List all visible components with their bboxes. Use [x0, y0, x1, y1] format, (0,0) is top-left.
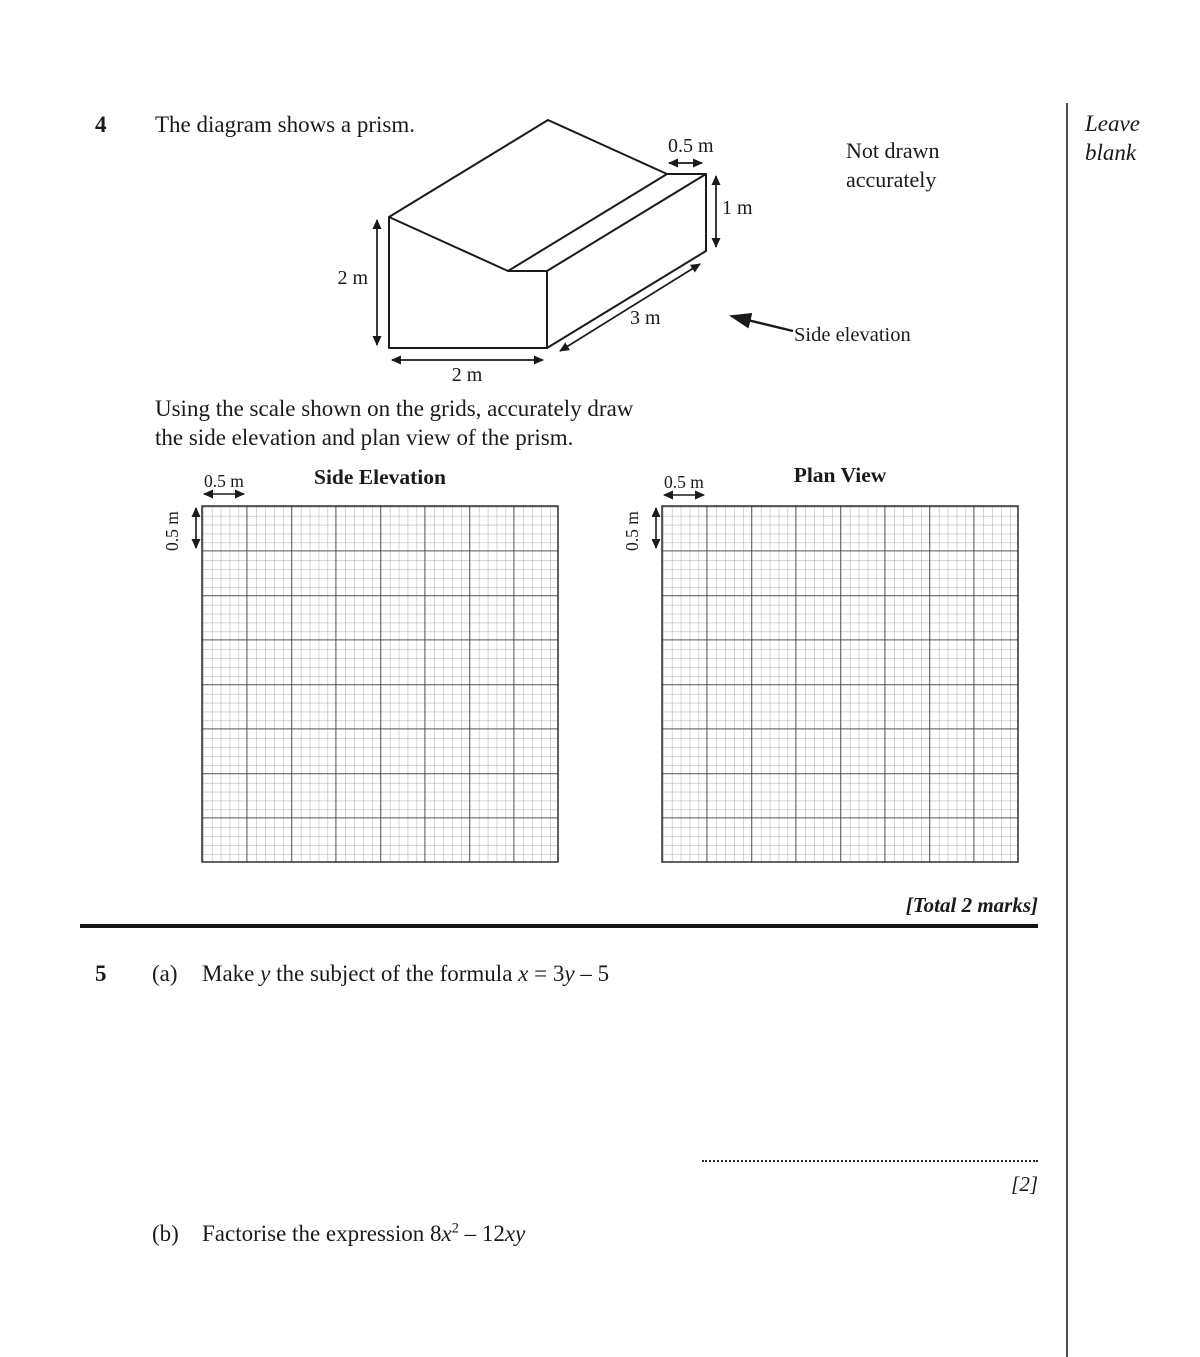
- q5a-label: (a): [152, 961, 178, 986]
- plan-view-grid: [661, 505, 1019, 863]
- q5a-var-x: x: [518, 961, 529, 986]
- q4-instruction-line2: the side elevation and plan view of the prism.: [155, 425, 574, 450]
- q5b-text: [202, 1220, 525, 1248]
- q5a-text-seg1: Make: [202, 961, 261, 986]
- q4-total-marks: [Total 2 marks]: [905, 893, 1038, 917]
- q5a-answer-line: [702, 1146, 1038, 1162]
- leave-blank-line1: Leave: [1085, 111, 1140, 136]
- q5b-var-x: x: [441, 1221, 452, 1246]
- not-drawn-note: [846, 137, 939, 194]
- q5b-label: (b): [152, 1221, 179, 1246]
- q5b-var-xy: xy: [504, 1221, 526, 1246]
- dim-label-top: 0.5 m: [668, 135, 714, 157]
- q5a-var-y2: y: [564, 961, 575, 986]
- prism-figure: [0, 0, 1200, 570]
- leave-blank-line2: blank: [1085, 139, 1137, 165]
- not-drawn-line1: Not drawn: [846, 138, 940, 163]
- side-elevation-grid: [201, 505, 559, 863]
- q5a-marks: [2]: [1011, 1172, 1038, 1196]
- side-grid-title: Side Elevation: [313, 465, 446, 489]
- q5a-text-seg3: = 3: [528, 961, 565, 986]
- q5b-text-seg2: – 12: [458, 1221, 505, 1246]
- side-grid-scale-v-label: 0.5 m: [162, 511, 182, 551]
- dim-label-right: 1 m: [722, 197, 753, 219]
- side-elevation-pointer-arrow: [731, 316, 793, 331]
- q5b-text-seg1: Factorise the expression 8: [202, 1221, 442, 1246]
- q5a-text-seg4: – 5: [574, 961, 610, 986]
- side-elevation-pointer-label: Side elevation: [794, 324, 911, 346]
- q4-instruction-line1: Using the scale shown on the grids, accurately draw: [155, 396, 634, 421]
- q5a-var-y1: y: [260, 961, 271, 986]
- dim-label-depth: 3 m: [630, 307, 661, 329]
- q5a-text-seg2: the subject of the formula: [270, 961, 519, 986]
- margin-divider-line: [1066, 103, 1068, 1357]
- q5a-text: [202, 960, 609, 988]
- q4-number: 4: [95, 112, 107, 137]
- plan-grid-scale-v-label: 0.5 m: [622, 511, 642, 551]
- section-divider-rule: [80, 924, 1038, 928]
- side-grid-scale-h-label: 0.5 m: [204, 471, 244, 491]
- dim-label-left: 2 m: [337, 267, 368, 289]
- q5-number: 5: [95, 961, 107, 986]
- q4-intro: The diagram shows a prism.: [155, 112, 415, 137]
- plan-grid-scale-h-label: 0.5 m: [664, 472, 704, 492]
- leave-blank-note: [1085, 110, 1140, 168]
- dim-label-bottom: 2 m: [451, 364, 483, 386]
- not-drawn-line2: accurately: [846, 166, 937, 192]
- q5b-exponent: 2: [451, 1220, 459, 1237]
- plan-grid-title: Plan View: [793, 463, 887, 487]
